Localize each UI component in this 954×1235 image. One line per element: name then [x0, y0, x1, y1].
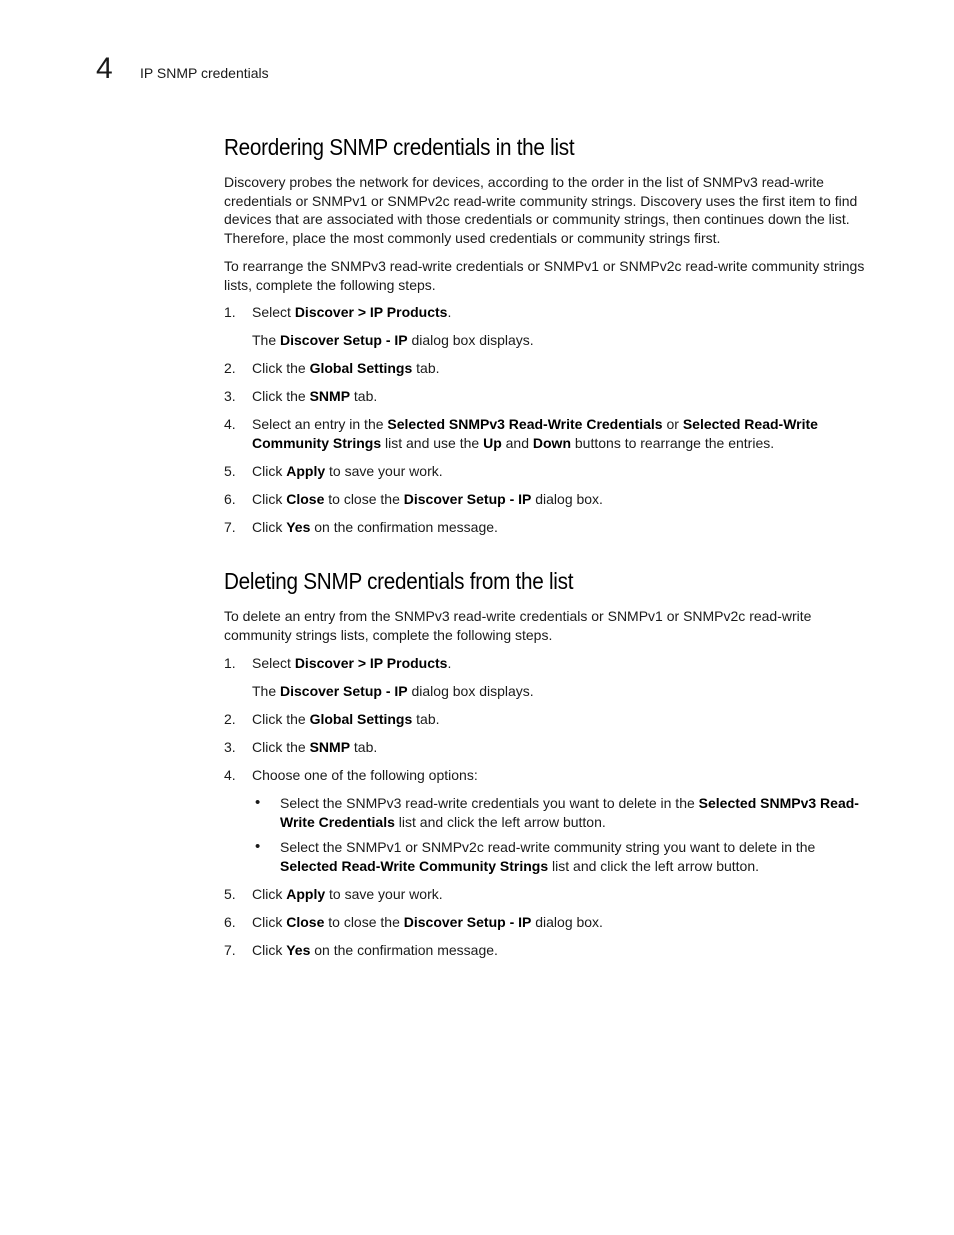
- ui-label: Selected Read-Write Community Strings: [280, 857, 549, 874]
- ui-label: SNMP: [309, 738, 351, 755]
- section-heading-deleting: Deleting SNMP credentials from the list: [224, 568, 574, 595]
- list-item: 3. Click the SNMP tab.: [224, 738, 378, 755]
- option-item: • Select the SNMPv3 read-write credentials you want to delete in the Selected SNMPv3 Read-Write Credentials list and click the left arrow button.: [255, 793, 859, 830]
- ui-label: Global Settings: [309, 710, 413, 727]
- option-item: • Select the SNMPv1 or SNMPv2c read-write community string you want to delete in the Selected Read-Write Community Strings list and click the left arrow button.: [255, 837, 816, 874]
- list-item: 7. Click Yes on the confirmation message.: [224, 519, 498, 536]
- steps-list-reordering: [224, 303, 872, 537]
- paragraph: To rearrange the SNMPv3 read-write credentials or SNMPv1 or SNMPv2c read-write community strings lists, complete the following steps.: [224, 257, 865, 293]
- ui-label: Discover > IP Products: [294, 654, 448, 671]
- ui-label: Yes: [286, 941, 311, 958]
- bullet-icon: •: [255, 793, 261, 811]
- section-heading-reordering: Reordering SNMP credentials in the list: [224, 134, 575, 160]
- list-item: 7. Click Yes on the confirmation message.: [224, 941, 498, 958]
- page-content: [224, 128, 872, 969]
- bullet-icon: •: [255, 837, 261, 855]
- list-item: 6. Click Close to close the Discover Setup - IP dialog box.: [224, 913, 603, 930]
- chapter-number: 4: [96, 52, 113, 85]
- list-item: 1. Select Discover > IP Products. The Discover Setup - IP dialog box displays.: [224, 654, 872, 701]
- list-item: 2. Click the Global Settings tab.: [224, 360, 440, 377]
- step-note: The Discover Setup - IP dialog box displays.: [252, 332, 534, 349]
- ui-label: Selected Read-Write Community Strings: [252, 416, 818, 452]
- list-item: 1. Select Discover > IP Products. The Discover Setup - IP dialog box displays.: [224, 303, 872, 350]
- ui-label: Close: [286, 491, 325, 508]
- ui-label: Apply: [286, 885, 326, 902]
- ui-label: Discover Setup - IP: [403, 491, 532, 508]
- list-item: 5. Click Apply to save your work.: [224, 885, 443, 902]
- step-note: The Discover Setup - IP dialog box displays.: [252, 682, 534, 699]
- list-item: 6. Click Close to close the Discover Setup - IP dialog box.: [224, 491, 603, 508]
- list-item: 4. Select an entry in the Selected SNMPv3 Read-Write Credentials or Selected Read-Write Community Strings list and use the Up and Down buttons to rearrange the entries.: [224, 416, 818, 452]
- ui-label: Up: [483, 435, 502, 452]
- ui-label: Down: [532, 435, 571, 452]
- ui-label: Apply: [286, 463, 326, 480]
- ui-label: Global Settings: [309, 360, 413, 377]
- ui-label: Discover Setup - IP: [280, 682, 408, 699]
- list-item: 4. Choose one of the following options: • Select the SNMPv3 read-write credentials you want to delete in the Selected SNMPv3 Read-Write Credentials list and click the left arrow button. • Select the SNMPv1 or SNMPv2c read-write community string you want to delete in the Selected Read-Write Community Strings list and click the left arrow button.: [224, 766, 872, 876]
- ui-label: SNMP: [309, 388, 351, 405]
- ui-label: Discover Setup - IP: [403, 913, 532, 930]
- list-item: 2. Click the Global Settings tab.: [224, 710, 440, 727]
- ui-label: Close: [286, 913, 325, 930]
- list-item: 3. Click the SNMP tab.: [224, 388, 378, 405]
- ui-label: Discover > IP Products: [294, 304, 448, 321]
- ui-label: Discover Setup - IP: [280, 332, 408, 349]
- ui-label: Selected SNMPv3 Read-Write Credentials: [387, 416, 663, 433]
- ui-label: Selected SNMPv3 Read-Write Credentials: [280, 794, 859, 830]
- chapter-title: IP SNMP credentials: [140, 65, 269, 81]
- paragraph: To delete an entry from the SNMPv3 read-write credentials or SNMPv1 or SNMPv2c read-write community strings lists, complete the following steps.: [224, 608, 812, 643]
- paragraph: Discovery probes the network for devices, according to the order in the list of SNMPv3 read-write credentials or SNMPv1 or SNMPv2c read-write community strings. Discovery uses the first item to find devices that are associated with those credentials or community strings, then continues down the list. Therefore, place the most commonly used credentials or community strings first.: [224, 174, 858, 247]
- options-list: [252, 794, 872, 876]
- ui-label: Yes: [286, 519, 311, 536]
- steps-list-deleting: [224, 654, 872, 960]
- list-item: 5. Click Apply to save your work.: [224, 463, 443, 480]
